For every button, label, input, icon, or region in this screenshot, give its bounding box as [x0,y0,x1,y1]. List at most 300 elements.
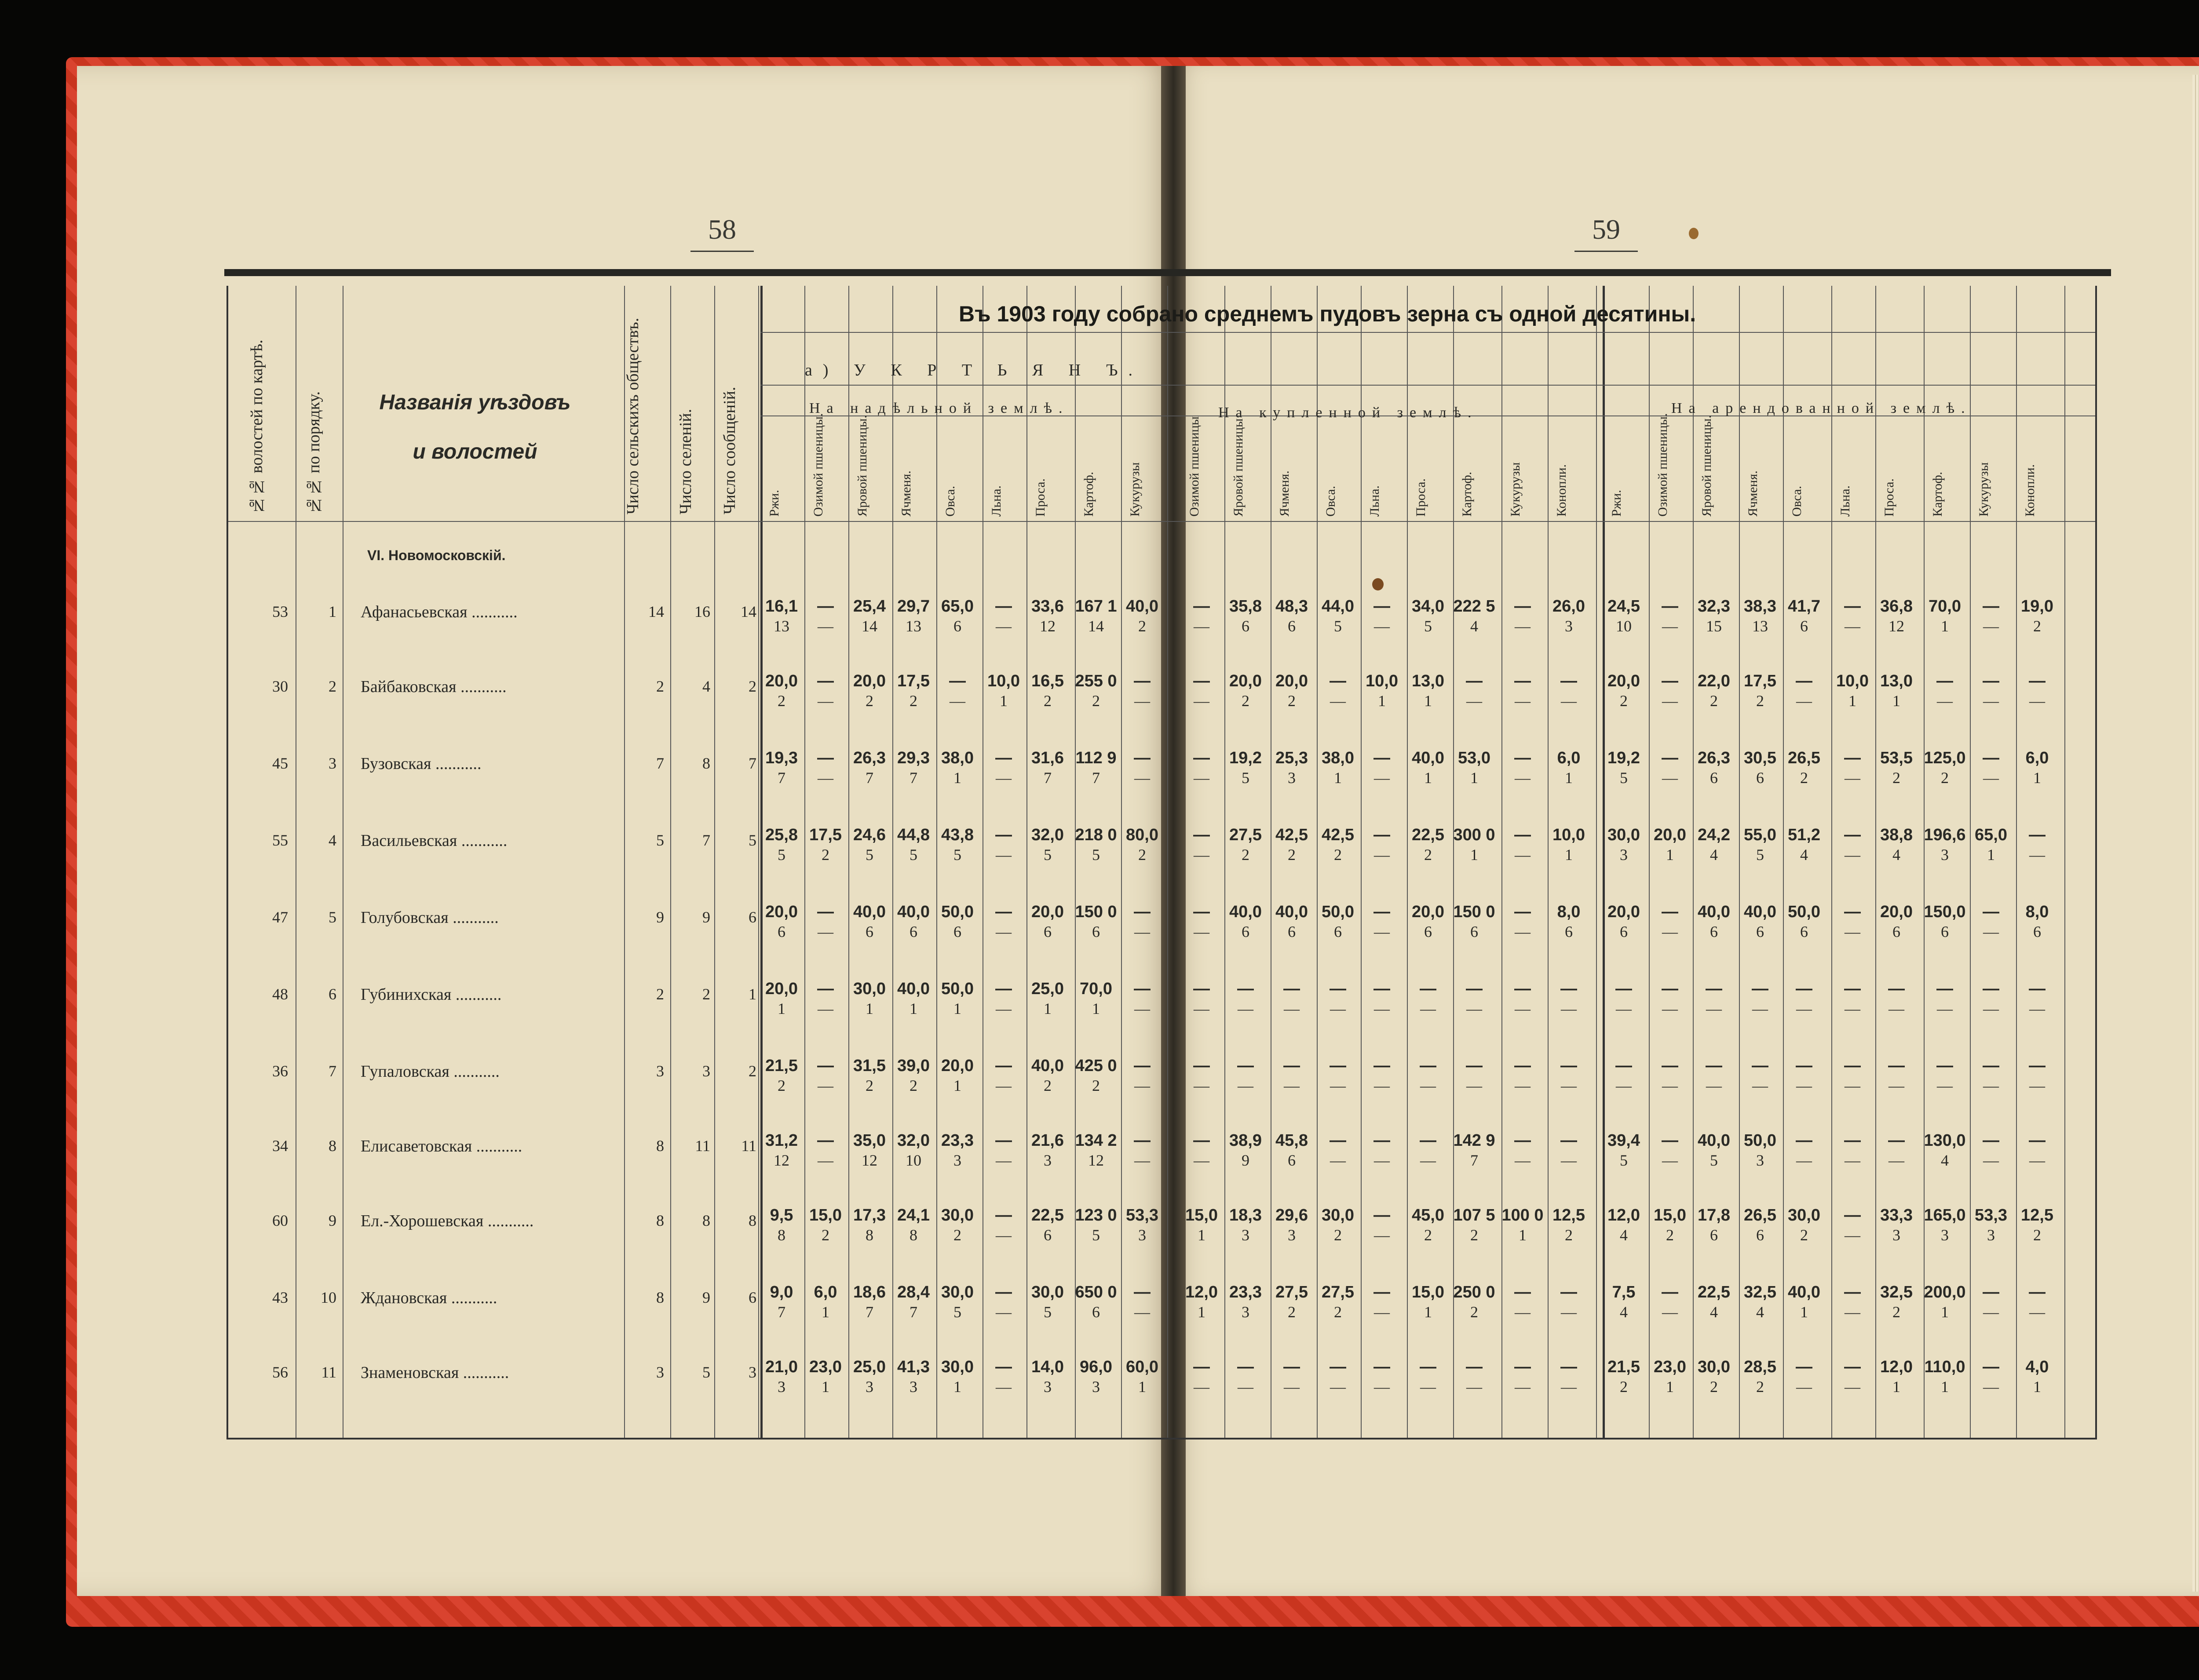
cell-count: — [1662,1000,1678,1017]
cell-count: 6 [910,923,917,940]
group-kupl: На купленной землѣ. [1218,405,1478,421]
cell-count: 4 [1620,1226,1628,1244]
cell-arend [1923,980,1967,1017]
row-order-number: 5 [329,908,336,926]
cell-kupl [1360,1284,1404,1320]
cell-arend [1923,1207,1967,1243]
row-messages: 8 [749,1212,756,1229]
cell-value: 12,0 [1607,1206,1640,1224]
cell-value: 32,0 [1031,826,1064,844]
cell-count: — [1515,1152,1531,1169]
cell-kupl [1547,673,1591,709]
cell-value: — [1560,980,1577,998]
cell-arend [2015,673,2059,709]
row-map-number: 56 [272,1363,288,1381]
cell-arend [1923,750,1967,786]
cell-value: — [1888,980,1905,998]
cell-kupl [1224,1132,1268,1168]
cell-value: — [1888,1131,1905,1150]
cell-nadel [935,904,979,940]
cell-nadel [760,1284,804,1320]
cell-count: 10 [1616,617,1632,635]
cell-kupl [1406,1132,1450,1168]
cell-count: — [1466,1000,1482,1017]
cell-count: 3 [1941,1226,1949,1244]
cell-count: — [1238,1077,1253,1094]
row-communities: 7 [656,754,664,772]
cell-arend [1738,673,1782,709]
cell-value: 20,0 [1412,903,1444,921]
col-header-kupl-crop: Ячменя. [1277,470,1292,517]
cell-count: 7 [866,769,873,787]
cell-kupl [1224,827,1268,863]
row-communities: 2 [656,678,664,695]
cell-value: — [995,1131,1012,1150]
cell-count: 1 [1198,1226,1205,1244]
cell-count: — [1983,692,1999,710]
row-messages: 11 [741,1137,756,1155]
cell-value: — [1983,1131,1999,1150]
cell-nadel [982,827,1026,863]
row-settlements: 9 [702,908,710,926]
cell-count: — [1706,1077,1722,1094]
cell-value: 25,4 [853,597,886,616]
cell-value: — [1193,1131,1210,1150]
cell-count: 1 [1470,846,1478,864]
cell-nadel [982,904,1026,940]
cell-nadel [1120,673,1164,709]
cell-value: 6,0 [1557,749,1581,767]
col-header-nadel-crop: Льна. [989,485,1004,517]
cell-arend [1692,980,1736,1017]
cell-value: 12,0 [1880,1358,1913,1376]
cell-kupl [1501,750,1545,786]
cell-arend [1648,1359,1692,1395]
cell-value: 13,0 [1412,672,1444,690]
cell-value: 20,0 [1654,826,1686,844]
cell-value: 32,3 [1698,597,1730,616]
cell-kupl [1547,904,1591,940]
cell-kupl [1547,598,1591,634]
cell-count: 2 [1565,1226,1573,1244]
cell-arend [1782,904,1826,940]
cell-kupl [1452,1359,1496,1395]
cell-count: 4 [1710,1303,1718,1321]
cell-arend [1830,1207,1874,1243]
cell-kupl [1452,598,1496,634]
cell-count: — [1194,1077,1209,1094]
cell-count: — [818,769,833,787]
cell-value: — [1134,749,1151,767]
cell-arend [1923,1284,1967,1320]
cell-value: 26,0 [1552,597,1585,616]
cell-count: — [996,923,1012,940]
cell-count: — [1937,1077,1953,1094]
cell-count: 7 [1044,769,1052,787]
cell-value: — [1330,1131,1346,1150]
cell-value: 6,0 [2025,749,2049,767]
cell-kupl [1501,598,1545,634]
cell-value: 44,8 [897,826,930,844]
cell-count: 2 [1138,617,1146,635]
cell-count: — [1238,1378,1253,1396]
cell-count: 1 [1198,1303,1205,1321]
cell-nadel [1120,1284,1164,1320]
col-header-arend-crop: Яровой пшеницы. [1699,415,1714,517]
cell-value: 165,0 [1924,1206,1966,1224]
cell-kupl [1501,1132,1545,1168]
cell-nadel [1026,980,1070,1017]
cell-value: 50,0 [941,980,974,998]
cell-count: — [1420,1378,1436,1396]
cell-arend [1648,980,1692,1017]
cell-value: 167 1 [1075,597,1117,616]
cell-count: — [1662,617,1678,635]
cell-value: — [817,597,834,616]
cell-value: 25,3 [1275,749,1308,767]
cell-arend [2015,827,2059,863]
cell-value: 29,3 [897,749,930,767]
col-header-kupl-crop: Картоф. [1460,471,1474,517]
cell-arend [1692,904,1736,940]
cell-arend [1969,1207,2013,1243]
cell-value: — [2029,1283,2046,1301]
cell-kupl [1360,1207,1404,1243]
cell-nadel [847,827,891,863]
cell-arend [1692,1207,1736,1243]
page-edges [2192,75,2199,1592]
cell-value: 26,5 [1788,749,1820,767]
cell-count: 1 [953,1378,961,1396]
cell-kupl [1316,1207,1360,1243]
cell-kupl [1360,827,1404,863]
cell-nadel [1074,904,1118,940]
cell-value: — [1330,1057,1346,1075]
cell-count: — [1937,692,1953,710]
cell-count: 1 [822,1378,829,1396]
cell-count: — [818,1077,833,1094]
row-settlements: 9 [702,1289,710,1306]
cell-count: — [1374,617,1390,635]
cell-count: 5 [1092,846,1100,864]
col-header-arend-crop: Озимой пшеницы. [1655,413,1670,517]
cell-count: 9 [1242,1152,1249,1169]
cell-value: 38,3 [1744,597,1776,616]
cell-count: — [1937,1000,1953,1017]
cell-value: 65,0 [1975,826,2007,844]
row-map-number: 48 [272,985,288,1003]
cell-count: 1 [2033,769,2041,787]
page-number-left: 58 [708,214,736,245]
cell-kupl [1270,1132,1314,1168]
column-rule [2064,286,2065,1438]
cell-value: 20,0 [1275,672,1308,690]
cell-kupl [1406,598,1450,634]
cell-arend [1874,1132,1918,1168]
row-communities: 8 [656,1212,664,1229]
cell-value: — [1662,1057,1678,1075]
cell-value: 196,6 [1924,826,1966,844]
cell-arend [1738,1284,1782,1320]
cell-nadel [1026,827,1070,863]
cell-value: — [1662,672,1678,690]
cell-count: 5 [1044,1303,1052,1321]
cell-kupl [1224,1057,1268,1093]
cell-count: 2 [1620,1378,1628,1396]
cell-value: — [2029,1131,2046,1150]
cell-value: 44,0 [1322,597,1354,616]
cell-count: — [1374,769,1390,787]
cell-nadel [760,673,804,709]
cell-count: 1 [1424,692,1432,710]
cell-nadel [760,1359,804,1395]
cell-nadel [804,673,847,709]
row-settlements: 8 [702,754,710,772]
row-volost-name: Ел.-Хорошевская ........... [361,1212,534,1230]
cell-count: — [1983,923,1999,940]
cell-value: 218 0 [1075,826,1117,844]
cell-kupl [1270,904,1314,940]
cell-count: — [1374,1152,1390,1169]
cell-count: 2 [822,1226,829,1244]
cell-kupl [1316,1132,1360,1168]
cell-value: 24,1 [897,1206,930,1224]
cell-value: — [1193,826,1210,844]
cell-arend [1738,980,1782,1017]
col-header-arend-crop: Льна. [1838,485,1852,517]
cell-arend [1782,980,1826,1017]
cell-count: — [1194,769,1209,787]
cell-value: 21,0 [765,1358,798,1376]
cell-count: — [1194,1378,1209,1396]
cell-count: — [1561,1378,1577,1396]
cell-value: — [1373,1358,1390,1376]
cell-count: 1 [1666,1378,1674,1396]
col-header-nadel-crop: Яровой пшеницы. [855,415,869,517]
cell-count: 1 [953,769,961,787]
cell-kupl [1180,904,1224,940]
cell-count: — [1845,617,1860,635]
cell-kupl [1406,1207,1450,1243]
cell-value: — [1844,749,1861,767]
cell-value: — [1420,1131,1436,1150]
cell-count: — [996,617,1012,635]
cell-count: 6 [1242,923,1249,940]
cell-value: 142 9 [1453,1131,1495,1150]
cell-value: — [995,826,1012,844]
cell-kupl [1406,1359,1450,1395]
cell-value: 250 0 [1453,1283,1495,1301]
cell-value: 9,5 [770,1206,793,1224]
cell-count: 2 [1242,692,1249,710]
row-messages: 7 [749,754,756,772]
cell-count: 10 [906,1152,921,1169]
cell-value: — [817,980,834,998]
cell-value: 40,0 [1698,1131,1730,1150]
cell-nadel [847,1207,891,1243]
cell-count: — [1752,1000,1768,1017]
cell-count: — [1284,1000,1300,1017]
cell-count: 1 [1800,1303,1808,1321]
cell-nadel [982,598,1026,634]
cell-count: 1 [2033,1378,2041,1396]
cell-kupl [1224,904,1268,940]
cell-nadel [935,1057,979,1093]
cell-count: — [818,1000,833,1017]
cell-value: 42,5 [1322,826,1354,844]
cell-value: — [1706,980,1722,998]
cell-kupl [1406,827,1450,863]
cell-value: — [1134,672,1151,690]
cell-count: — [1662,923,1678,940]
cell-value: 96,0 [1080,1358,1112,1376]
cell-count: 3 [1044,1378,1052,1396]
cell-count: 6 [1424,923,1432,940]
cell-count: — [1194,1152,1209,1169]
cell-arend [1602,1359,1646,1395]
cell-nadel [847,1359,891,1395]
cell-value: 41,7 [1788,597,1820,616]
cell-count: 1 [910,1000,917,1017]
cell-value: 31,6 [1031,749,1064,767]
cell-kupl [1501,1207,1545,1243]
cell-value: — [1796,1131,1812,1150]
cell-count: 1 [822,1303,829,1321]
cell-nadel [760,827,804,863]
cell-value: — [1560,1131,1577,1150]
cell-count: 6 [1800,923,1808,940]
cell-value: — [1373,597,1390,616]
cell-count: 1 [1987,846,1995,864]
cell-value: 17,3 [853,1206,886,1224]
cell-value: 650 0 [1075,1283,1117,1301]
row-order-number: 8 [329,1137,336,1155]
cell-count: — [1983,1152,1999,1169]
cell-value: 130,0 [1924,1131,1966,1150]
cell-kupl [1180,827,1224,863]
cell-kupl [1316,980,1360,1017]
cell-count: 6 [1756,1226,1764,1244]
cell-count: 6 [1334,923,1342,940]
cell-value: 35,0 [853,1131,886,1150]
cell-value: 50,0 [941,903,974,921]
cell-count: 6 [1800,617,1808,635]
cell-count: — [818,692,833,710]
cell-count: 6 [1470,923,1478,940]
cell-kupl [1270,673,1314,709]
cell-value: 30,0 [1607,826,1640,844]
row-order-number: 1 [329,603,336,620]
cell-value: — [1193,597,1210,616]
cell-count: 14 [862,617,877,635]
cell-kupl [1547,1284,1591,1320]
cell-arend [1602,1284,1646,1320]
cell-value: — [1983,597,1999,616]
cell-arend [1874,827,1918,863]
cell-value: 65,0 [941,597,974,616]
cell-value: 53,5 [1880,749,1913,767]
row-settlements: 3 [702,1062,710,1080]
cell-arend [1602,1057,1646,1093]
cell-value: — [1514,903,1531,921]
cell-nadel [891,750,935,786]
cell-count: 2 [1092,692,1100,710]
cell-count: 3 [1941,846,1949,864]
cell-count: 15 [1706,617,1722,635]
cell-value: — [1514,1283,1531,1301]
cell-count: 3 [910,1378,917,1396]
names-header [361,378,589,477]
cell-value: 43,8 [941,826,974,844]
cell-count: 2 [866,692,873,710]
row-order-number: 2 [329,678,336,695]
cell-kupl [1180,1132,1224,1168]
cell-nadel [982,1057,1026,1093]
cell-value: — [1466,1057,1483,1075]
cell-count: — [1561,1000,1577,1017]
cell-count: 3 [778,1378,785,1396]
names-header-line-1: Названія уѣздовъ [379,391,571,414]
cell-value: 22,5 [1698,1283,1730,1301]
cell-value: — [1844,1057,1861,1075]
cell-value: 50,0 [1322,903,1354,921]
cell-value: 18,3 [1229,1206,1262,1224]
cell-value: 6,0 [814,1283,837,1301]
cell-value: 51,2 [1788,826,1820,844]
cell-value: — [1283,980,1300,998]
cell-value: — [1514,826,1531,844]
cell-kupl [1270,1057,1314,1093]
cell-arend [1969,1359,2013,1395]
cell-kupl [1360,1359,1404,1395]
cell-value: 14,0 [1031,1358,1064,1376]
cell-count: 6 [778,923,785,940]
row-map-number: 53 [272,603,288,620]
cell-kupl [1270,1359,1314,1395]
cell-value: — [995,597,1012,616]
cell-count: 2 [1242,846,1249,864]
cell-count: 1 [953,1000,961,1017]
row-communities: 8 [656,1137,664,1155]
cell-nadel [935,980,979,1017]
cell-nadel [1074,673,1118,709]
cell-count: — [1420,1077,1436,1094]
cell-count: — [818,923,833,940]
row-order-number: 10 [321,1289,336,1306]
cell-kupl [1224,1359,1268,1395]
cell-arend [1830,750,1874,786]
cell-count: — [1662,1152,1678,1169]
cell-value: — [1237,980,1254,998]
cell-nadel [982,980,1026,1017]
cell-nadel [804,750,847,786]
cell-kupl [1452,750,1496,786]
cell-value: — [2029,980,2046,998]
cell-value: 12,0 [1185,1283,1218,1301]
cell-count: — [996,846,1012,864]
cell-value: 10,0 [1366,672,1398,690]
cell-count: — [1515,923,1531,940]
cell-count: 3 [1044,1152,1052,1169]
cell-value: 80,0 [1126,826,1158,844]
cell-count: — [1845,769,1860,787]
cell-count: 1 [1519,1226,1527,1244]
col-header-nadel-crop: Кукурузы [1128,462,1142,517]
cell-count: — [1662,692,1678,710]
cell-count: 2 [778,1077,785,1094]
cell-count: — [1662,1303,1678,1321]
cell-nadel [1074,1359,1118,1395]
